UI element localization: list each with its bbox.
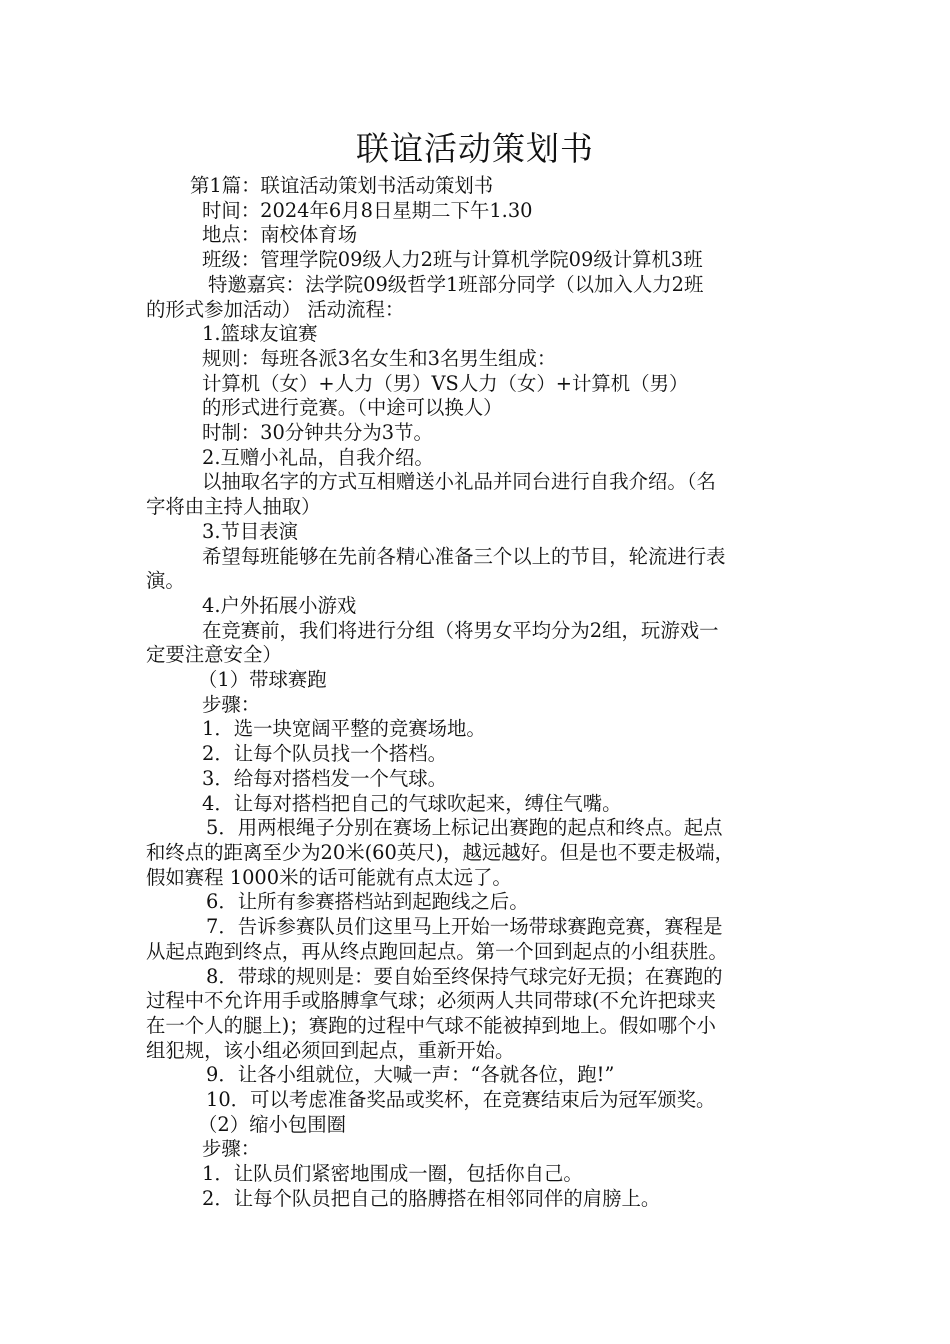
paragraph-line: 从起点跑到终点，再从终点跑回起点。第一个回到起点的小组获胜。 — [146, 939, 728, 963]
event-classes: 班级：管理学院09级人力2班与计算机学院09级计算机3班 — [202, 248, 703, 272]
step-item: 4．让每对搭档把自己的气球吹起来，缚住气嘴。 — [202, 791, 622, 815]
paragraph-line: 以抽取名字的方式互相赠送小礼品并同台进行自我介绍。（名 — [202, 470, 716, 494]
paragraph-line: 演。 — [146, 569, 185, 593]
step-item: 1．选一块宽阔平整的竞赛场地。 — [202, 717, 486, 741]
paragraph-line: 规则：每班各派3名女生和3名男生组成： — [202, 346, 557, 370]
step-item: 9．让各小组就位，大喊一声：“各就各位，跑!” — [206, 1063, 615, 1087]
steps-label: 步骤： — [202, 1137, 261, 1161]
paragraph-line: 和终点的距离至少为20米(60英尺)，越远越好。但是也不要走极端， — [146, 840, 735, 864]
paragraph-line: 的形式参加活动） 活动流程： — [146, 297, 405, 321]
section-heading: 3.节目表演 — [202, 519, 299, 543]
paragraph-line: 在竞赛前，我们将进行分组（将男女平均分为2组，玩游戏一 — [202, 618, 719, 642]
section-heading: 4.户外拓展小游戏 — [202, 593, 357, 617]
subsection-heading: （2）缩小包围圈 — [198, 1112, 347, 1136]
step-item: 8．带球的规则是：要自始至终保持气球完好无损；在赛跑的 — [206, 964, 723, 988]
paragraph-line: 假如赛程 1000米的话可能就有点太远了。 — [146, 865, 512, 889]
paragraph-line: 字将由主持人抽取） — [146, 495, 321, 519]
paragraph-line: 时制：30分钟共分为3节。 — [202, 421, 433, 445]
paragraph-line: 在一个人的腿上)；赛跑的过程中气球不能被掉到地上。假如哪个小 — [146, 1013, 716, 1037]
step-item: 3．给每对搭档发一个气球。 — [202, 766, 448, 790]
step-item: 5．用两根绳子分别在赛场上标记出赛跑的起点和终点。起点 — [206, 816, 723, 840]
paragraph-line: 组犯规，该小组必须回到起点，重新开始。 — [146, 1038, 515, 1062]
section-heading: 1.篮球友谊赛 — [202, 322, 318, 346]
paragraph-line: 计算机（女）+人力（男）VS人力（女）+计算机（男） — [202, 371, 689, 395]
event-time: 时间：2024年6月8日星期二下午1.30 — [202, 198, 533, 222]
document-body — [146, 174, 822, 1212]
step-item: 2．让每个队员把自己的胳膊搭在相邻同伴的肩膀上。 — [202, 1186, 661, 1210]
document-title: 联谊活动策划书 — [356, 129, 594, 168]
section-heading: 2.互赠小礼品，自我介绍。 — [202, 445, 434, 469]
special-guests: 特邀嘉宾：法学院09级哲学1班部分同学（以加入人力2班 — [208, 272, 704, 296]
paragraph-line: 的形式进行竞赛。（中途可以换人） — [202, 396, 503, 420]
chapter-heading: 第1篇：联谊活动策划书活动策划书 — [190, 174, 494, 197]
paragraph-line: 希望每班能够在先前各精心准备三个以上的节目，轮流进行表 — [202, 544, 726, 568]
paragraph-line: 过程中不允许用手或胳膊拿气球；必须两人共同带球(不允许把球夹 — [146, 989, 716, 1013]
step-item: 1．让队员们紧密地围成一圈，包括你自己。 — [202, 1162, 583, 1186]
event-location: 地点：南校体育场 — [202, 223, 358, 247]
step-item: 10．可以考虑准备奖品或奖杯，在竞赛结束后为冠军颁奖。 — [206, 1088, 716, 1112]
step-item: 7．告诉参赛队员们这里马上开始一场带球赛跑竞赛，赛程是 — [206, 915, 723, 939]
step-item: 6．让所有参赛搭档站到起跑线之后。 — [206, 890, 529, 914]
steps-label: 步骤： — [202, 692, 261, 716]
paragraph-line: 定要注意安全） — [146, 643, 282, 667]
step-item: 2．让每个队员找一个搭档。 — [202, 742, 448, 766]
subsection-heading: （1）带球赛跑 — [198, 668, 327, 692]
